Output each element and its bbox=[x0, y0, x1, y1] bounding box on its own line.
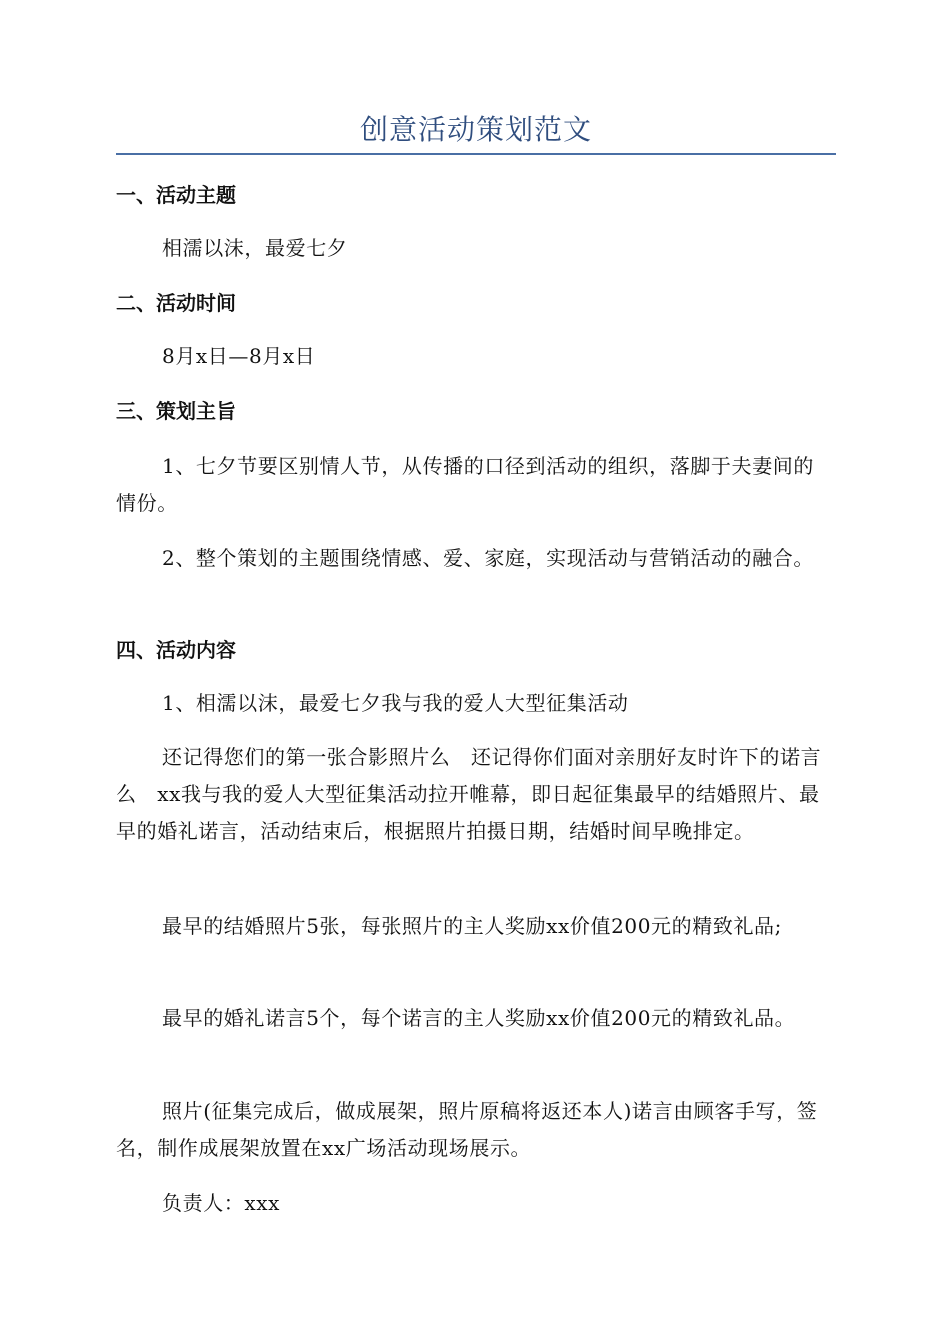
paragraph-time: 8月x日—8月x日 bbox=[162, 344, 316, 368]
section-heading-time: 二、活动时间 bbox=[116, 291, 236, 315]
paragraph-content-1: 1、相濡以沫，最爱七夕我与我的爱人大型征集活动 bbox=[162, 691, 629, 715]
section-heading-purpose: 三、策划主旨 bbox=[116, 399, 236, 423]
paragraph-content-5: 照片(征集完成后，做成展架，照片原稿将返还本人)诺言由顾客手写，签名，制作成展架放置在xx广场活动现场展示。 bbox=[116, 1099, 818, 1160]
paragraph-content-4: 最早的婚礼诺言5个，每个诺言的主人奖励xx价值200元的精致礼品。 bbox=[162, 1006, 796, 1030]
paragraph-content-3: 最早的结婚照片5张，每张照片的主人奖励xx价值200元的精致礼品; bbox=[162, 914, 782, 938]
paragraph-purpose-1: 1、七夕节要区别情人节，从传播的口径到活动的组织，落脚于夫妻间的情份。 bbox=[116, 454, 814, 515]
paragraph-theme: 相濡以沫，最爱七夕 bbox=[162, 236, 348, 260]
section-heading-content: 四、活动内容 bbox=[116, 638, 236, 662]
document-title: 创意活动策划范文 bbox=[359, 113, 592, 146]
paragraph-purpose-2: 2、整个策划的主题围绕情感、爱、家庭，实现活动与营销活动的融合。 bbox=[162, 546, 814, 570]
paragraph-content-6: 负责人：xxx bbox=[162, 1191, 281, 1215]
title-underline bbox=[116, 153, 836, 155]
paragraph-content-2: 还记得您们的第一张合影照片么 还记得你们面对亲朋好友时许下的诺言么 xx我与我的爱人大型征集活动拉开帷幕，即日起征集最早的结婚照片、最早的婚礼诺言，活动结束后，根据照片拍摄日期，结婚时间早晚排定。 bbox=[116, 745, 822, 843]
section-heading-theme: 一、活动主题 bbox=[116, 183, 236, 207]
